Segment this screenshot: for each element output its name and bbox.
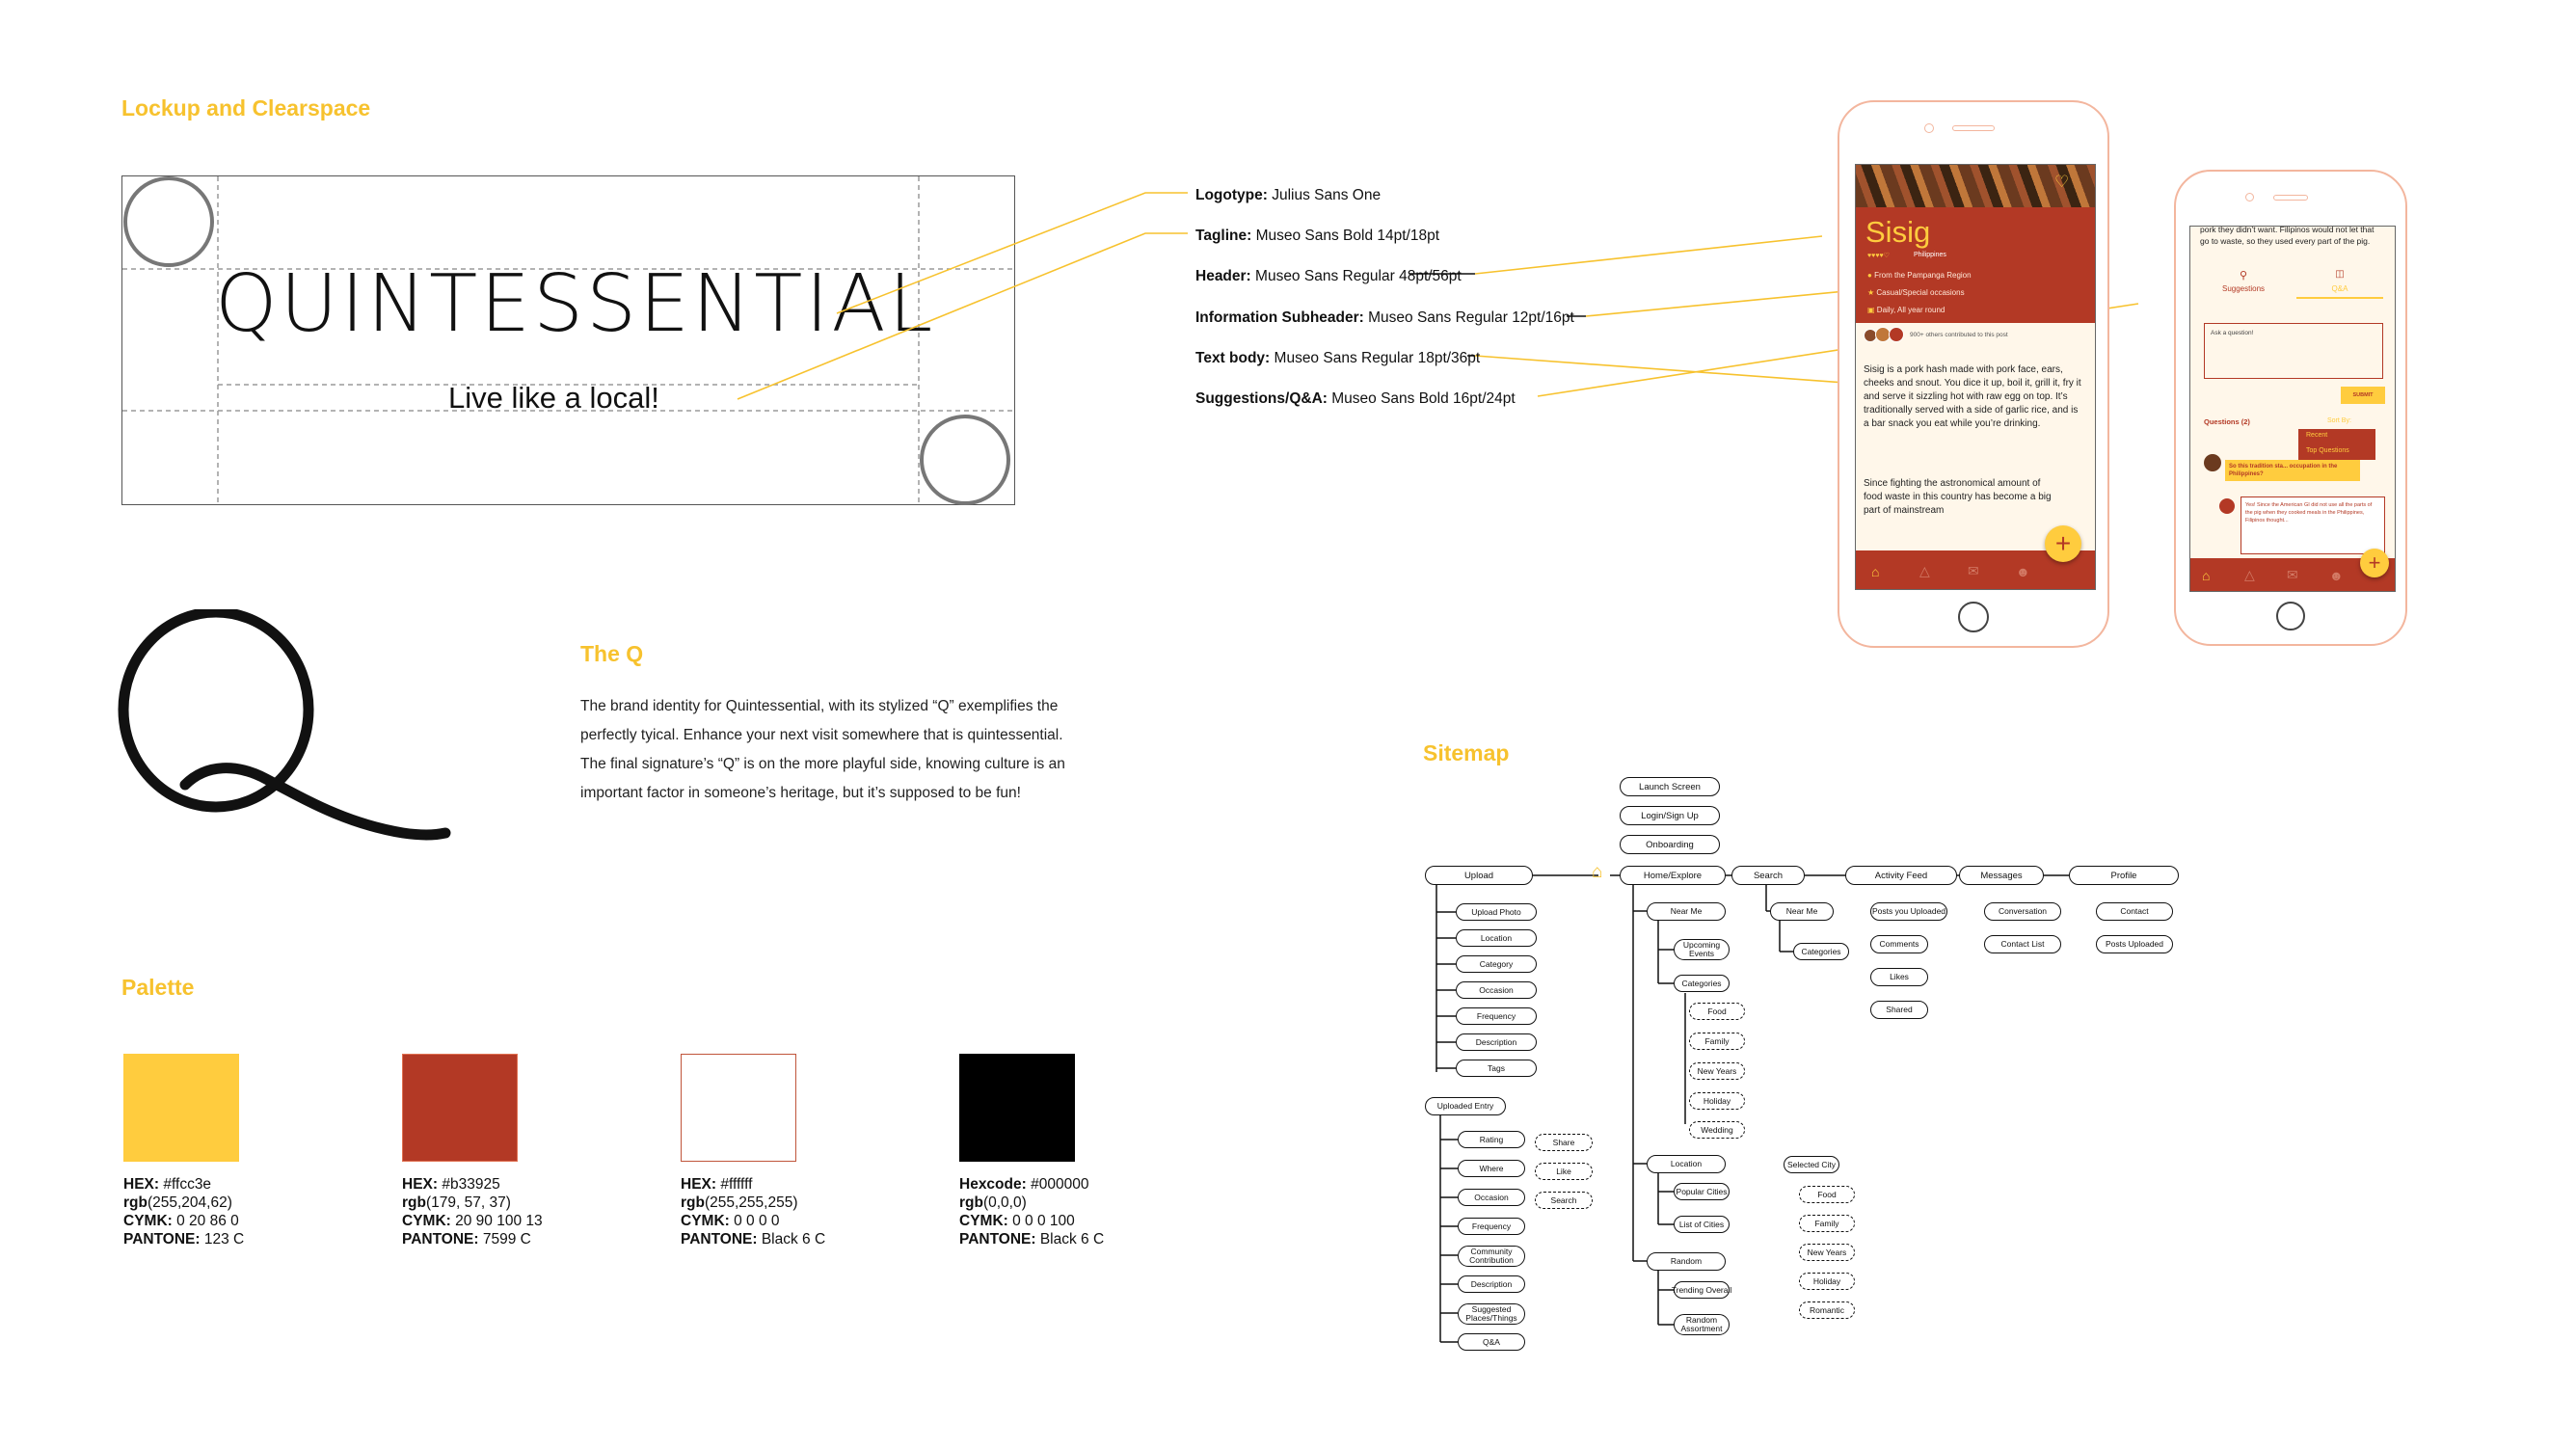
sitemap-node: Q&A bbox=[1458, 1333, 1525, 1351]
sort-dropdown[interactable] bbox=[2298, 429, 2375, 460]
spec-suggestions: Suggestions/Q&A: Museo Sans Bold 16pt/24pt bbox=[1195, 390, 1516, 407]
contributors-text: 900+ others contributed to this post bbox=[1910, 332, 2008, 338]
lightbulb-icon[interactable]: ⚲ bbox=[2239, 270, 2248, 282]
phone-camera bbox=[1924, 123, 1934, 133]
add-fab-button[interactable]: + bbox=[2360, 549, 2389, 577]
calendar-icon: ▣ bbox=[1867, 306, 1875, 314]
tagline: Live like a local! bbox=[448, 381, 659, 415]
sitemap-node: Upload bbox=[1425, 866, 1533, 885]
home-button bbox=[1958, 602, 1989, 632]
sitemap-node: Conversation bbox=[1984, 902, 2061, 921]
sitemap-node: Frequency bbox=[1458, 1218, 1525, 1235]
profile-icon[interactable]: ☻ bbox=[2329, 568, 2344, 583]
sitemap-node: Contact bbox=[2096, 902, 2173, 921]
home-button bbox=[2276, 602, 2305, 631]
sitemap-node: Holiday bbox=[1799, 1273, 1855, 1290]
sitemap-node: Selected City bbox=[1784, 1156, 1839, 1173]
phone-earpiece bbox=[1952, 125, 1995, 131]
lockup-title: Lockup and Clearspace bbox=[121, 95, 371, 121]
tab-qa[interactable]: Q&A bbox=[2331, 284, 2348, 293]
info-frequency: ▣ Daily, All year round bbox=[1867, 306, 1945, 314]
sitemap-node: Contact List bbox=[1984, 935, 2061, 953]
sitemap-node: Messages bbox=[1959, 866, 2044, 885]
occasion-icon: ★ bbox=[1867, 288, 1875, 297]
rating-hearts-icon: ♥♥♥♥♡ bbox=[1867, 253, 1890, 259]
sitemap-node: Like bbox=[1535, 1163, 1593, 1180]
sitemap-node: Home/Explore bbox=[1620, 866, 1726, 885]
sitemap-node: Location bbox=[1456, 929, 1537, 947]
sitemap-node: Upcoming Events bbox=[1674, 939, 1730, 960]
messages-icon[interactable]: ✉ bbox=[1968, 563, 1979, 578]
sitemap-node: Suggested Places/Things bbox=[1458, 1303, 1525, 1325]
sitemap-node: Description bbox=[1458, 1275, 1525, 1293]
phone1-screen bbox=[1855, 164, 2096, 590]
avatar bbox=[2219, 498, 2235, 514]
info-occasion: ★ Casual/Special occasions bbox=[1867, 288, 1965, 297]
sitemap-node: Food bbox=[1799, 1186, 1855, 1203]
sitemap-node: New Years bbox=[1689, 1062, 1745, 1080]
phone-earpiece bbox=[2273, 195, 2308, 201]
sitemap-node: Launch Screen bbox=[1620, 777, 1720, 796]
sitemap-title: Sitemap bbox=[1423, 740, 1510, 765]
clearspace-circle-top bbox=[125, 178, 212, 265]
sitemap-node: Tags bbox=[1456, 1060, 1537, 1077]
avatar bbox=[2204, 454, 2221, 471]
dish-country: Philippines bbox=[1914, 252, 1946, 258]
tab-indicator bbox=[2296, 297, 2383, 299]
spec-subheader: Information Subheader: Museo Sans Regular 12pt/16pt bbox=[1195, 309, 1574, 326]
sitemap-node: Onboarding bbox=[1620, 835, 1720, 854]
submit-button[interactable]: SUBMIT bbox=[2341, 387, 2385, 404]
sitemap-node: Food bbox=[1689, 1003, 1745, 1020]
phone2-screen bbox=[2189, 226, 2396, 592]
spec-text-body: Text body: Museo Sans Regular 18pt/36pt bbox=[1195, 350, 1481, 366]
sitemap-node: Comments bbox=[1870, 935, 1928, 953]
phone2-top-text: pork they didn’t want. Filipinos would not let that go to waste, so they used every part of the pig. bbox=[2200, 226, 2375, 246]
questions-count: Questions (2) bbox=[2204, 417, 2250, 426]
sitemap-node: Occasion bbox=[1458, 1189, 1525, 1206]
dish-body-2: Since fighting the astronomical amount of food waste in this country has become a big part of mainstream bbox=[1864, 478, 2052, 516]
the-q-title: The Q bbox=[580, 641, 644, 666]
sitemap-node: Categories bbox=[1674, 975, 1730, 992]
home-icon[interactable]: ⌂ bbox=[2202, 568, 2211, 583]
sitemap-node: Upload Photo bbox=[1456, 903, 1537, 921]
sort-option-top[interactable]: Top Questions bbox=[2306, 447, 2349, 454]
phone-camera bbox=[2245, 193, 2254, 201]
search-icon[interactable]: △ bbox=[1919, 563, 1930, 578]
tab-suggestions[interactable]: Suggestions bbox=[2221, 284, 2266, 293]
sitemap-node: Profile bbox=[2069, 866, 2179, 885]
sitemap-node: Romantic bbox=[1799, 1301, 1855, 1319]
pin-icon: ● bbox=[1867, 271, 1872, 280]
sitemap-node: Holiday bbox=[1689, 1092, 1745, 1110]
add-fab-button[interactable]: + bbox=[2045, 525, 2081, 562]
sitemap-node: Wedding bbox=[1689, 1121, 1745, 1139]
sitemap-node: Rating bbox=[1458, 1131, 1525, 1148]
messages-icon[interactable]: ✉ bbox=[2287, 567, 2298, 582]
ask-question-input[interactable]: Ask a question! bbox=[2204, 323, 2383, 379]
sitemap-node: Family bbox=[1689, 1033, 1745, 1050]
spec-header: Header: Museo Sans Regular 48pt/56pt bbox=[1195, 268, 1462, 284]
sitemap-node: Where bbox=[1458, 1160, 1525, 1177]
palette-info-black: Hexcode: #000000 rgb(0,0,0) CYMK: 0 0 0 100 PANTONE: Black 6 C bbox=[959, 1176, 1105, 1248]
palette-info-red: HEX: #b33925 rgb(179, 57, 37) CYMK: 20 90 100 13 PANTONE: 7599 C bbox=[402, 1176, 543, 1248]
sitemap-node: Random Assortment bbox=[1674, 1314, 1730, 1335]
question-bubble: So this tradition sta... occupation in the Philippines? bbox=[2225, 460, 2360, 481]
the-q-body: The brand identity for Quintessential, with its stylized “Q” exemplifies the perfectly tyical. Enhance your next visit somewhere that is quintessential. The final signature’s “Q” is on the more playful side, knowing culture is an important factor in someone’s heritage, but it’s supposed to be fun! bbox=[580, 698, 1065, 801]
sitemap-node: Family bbox=[1799, 1215, 1855, 1232]
answer-bubble: Yes! Since the American GI did not use all the parts of the pig when they cooked meals in the Philippines, Filipinos thought... bbox=[2241, 496, 2385, 554]
sort-label: Sort By: bbox=[2327, 417, 2351, 424]
swatch-yellow bbox=[123, 1054, 239, 1162]
sitemap-node: Activity Feed bbox=[1845, 866, 1957, 885]
lockup-frame bbox=[121, 175, 1015, 505]
sitemap-node: Shared bbox=[1870, 1001, 1928, 1019]
sitemap-node: Location bbox=[1647, 1155, 1726, 1173]
search-icon[interactable]: △ bbox=[2244, 567, 2255, 582]
phone-mockup-qa bbox=[2174, 170, 2407, 646]
sitemap-node: Search bbox=[1535, 1192, 1593, 1209]
sitemap-node: Search bbox=[1731, 866, 1805, 885]
sitemap-node: Trending Overall bbox=[1674, 1281, 1730, 1299]
palette-info-yellow: HEX: #ffcc3e rgb(255,204,62) CYMK: 0 20 86 0 PANTONE: 123 C bbox=[123, 1176, 245, 1248]
sitemap-node: Community Contribution bbox=[1458, 1246, 1525, 1267]
sitemap-node: Near Me bbox=[1770, 902, 1834, 921]
sitemap-node: Posts Uploaded bbox=[2096, 935, 2173, 953]
swatch-white bbox=[681, 1054, 796, 1162]
palette-title: Palette bbox=[121, 975, 195, 1000]
avatar bbox=[1889, 327, 1904, 342]
sitemap-node: Frequency bbox=[1456, 1007, 1537, 1025]
sitemap-node: List of Cities bbox=[1674, 1216, 1730, 1233]
sitemap-node: Occasion bbox=[1456, 981, 1537, 999]
sitemap-node: Categories bbox=[1793, 943, 1849, 960]
sort-option-recent[interactable]: Recent bbox=[2306, 432, 2328, 439]
dish-title: Sisig bbox=[1865, 215, 1931, 249]
sitemap-node: Share bbox=[1535, 1134, 1593, 1151]
sitemap-node: New Years bbox=[1799, 1244, 1855, 1261]
sitemap-node: Popular Cities bbox=[1674, 1183, 1730, 1200]
sitemap-node: Login/Sign Up bbox=[1620, 806, 1720, 825]
sitemap-node: Likes bbox=[1870, 968, 1928, 986]
swatch-black bbox=[959, 1054, 1075, 1162]
sitemap-node: Description bbox=[1456, 1033, 1537, 1051]
sitemap-node: Random bbox=[1647, 1252, 1726, 1271]
palette-info-white: HEX: #ffffff rgb(255,255,255) CYMK: 0 0 0 0 PANTONE: Black 6 C bbox=[681, 1176, 826, 1248]
home-icon: ⌂ bbox=[1592, 862, 1603, 882]
spec-tagline: Tagline: Museo Sans Bold 14pt/18pt bbox=[1195, 228, 1440, 244]
sitemap-node: Category bbox=[1456, 955, 1537, 973]
phone1-header bbox=[1856, 207, 2096, 323]
qa-icon[interactable]: ◫ bbox=[2335, 269, 2345, 280]
phone-mockup-detail bbox=[1838, 100, 2109, 648]
sitemap-node: Near Me bbox=[1647, 902, 1726, 921]
sitemap-node: Uploaded Entry bbox=[1425, 1097, 1506, 1115]
wordmark: QUINTESSENTIAL bbox=[215, 258, 936, 350]
clearspace-circle-bottom bbox=[922, 416, 1008, 503]
home-icon[interactable]: ⌂ bbox=[1871, 564, 1880, 579]
profile-icon[interactable]: ☻ bbox=[2016, 564, 2030, 579]
swatch-red bbox=[402, 1054, 518, 1162]
heart-icon[interactable]: ♡ bbox=[2054, 173, 2070, 191]
info-region: ● From the Pampanga Region bbox=[1867, 271, 1972, 280]
spec-logotype: Logotype: Julius Sans One bbox=[1195, 187, 1382, 203]
phone1-content bbox=[1856, 323, 2096, 554]
dish-body-1: Sisig is a pork hash made with pork face, ears, cheeks and snout. You dice it up, boil it, grill it, fry it and serve it sizzling hot with raw egg on top. It’s traditionally served with a side of garlic rice, and is a bar snack you eat while you’re drinking. bbox=[1864, 364, 2081, 429]
sitemap-node: Posts you Uploaded bbox=[1870, 902, 1947, 921]
q-glyph bbox=[114, 609, 538, 879]
